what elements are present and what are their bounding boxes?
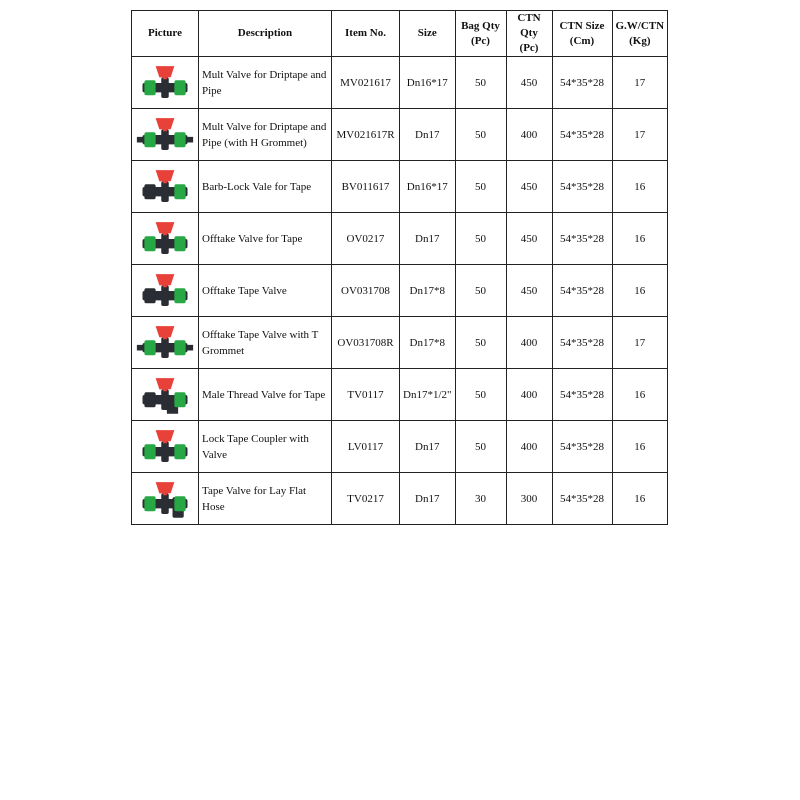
cell-picture (132, 473, 199, 525)
lock-tape-coupler-valve-icon (135, 424, 195, 470)
cell-item-no: MV021617 (332, 57, 400, 109)
cell-item-no: MV021617R (332, 109, 400, 161)
header-description: Description (199, 11, 332, 57)
cell-description: Lock Tape Coupler with Valve (199, 421, 332, 473)
cell-gross-weight: 16 (612, 265, 668, 317)
cell-picture (132, 265, 199, 317)
cell-description: Mult Valve for Driptape and Pipe (199, 57, 332, 109)
cell-size: Dn17*8 (400, 317, 456, 369)
cell-item-no: BV011617 (332, 161, 400, 213)
cell-item-no: TV0117 (332, 369, 400, 421)
cell-bag-qty: 50 (455, 421, 506, 473)
cell-bag-qty: 50 (455, 161, 506, 213)
cell-gross-weight: 16 (612, 473, 668, 525)
cell-bag-qty: 30 (455, 473, 506, 525)
cell-picture (132, 57, 199, 109)
cell-description: Offtake Valve for Tape (199, 213, 332, 265)
cell-item-no: TV0217 (332, 473, 400, 525)
cell-gross-weight: 16 (612, 421, 668, 473)
cell-ctn-size: 54*35*28 (552, 57, 612, 109)
cell-item-no: OV0217 (332, 213, 400, 265)
offtake-valve-icon (135, 216, 195, 262)
cell-size: Dn17 (400, 213, 456, 265)
cell-description: Tape Valve for Lay Flat Hose (199, 473, 332, 525)
product-spec-table (131, 10, 668, 525)
cell-ctn-qty: 400 (506, 317, 552, 369)
header-ctn-size (552, 11, 612, 57)
cell-size: Dn17*8 (400, 265, 456, 317)
cell-ctn-size: 54*35*28 (552, 213, 612, 265)
mult-valve-grommet-icon (135, 112, 195, 158)
header-bag-qty (455, 11, 506, 57)
table-row (132, 317, 668, 369)
cell-ctn-qty: 400 (506, 369, 552, 421)
cell-ctn-size: 54*35*28 (552, 265, 612, 317)
cell-size: Dn17 (400, 109, 456, 161)
cell-size: Dn16*17 (400, 161, 456, 213)
lay-flat-hose-valve-icon (135, 476, 195, 522)
header-ctn-qty (506, 11, 552, 57)
table-row (132, 473, 668, 525)
cell-item-no: OV031708 (332, 265, 400, 317)
cell-ctn-size: 54*35*28 (552, 473, 612, 525)
cell-size: Dn17 (400, 473, 456, 525)
mult-valve-icon (135, 60, 195, 106)
cell-size: Dn17 (400, 421, 456, 473)
cell-description: Barb-Lock Vale for Tape (199, 161, 332, 213)
header-gw-line2: (Kg) (629, 34, 651, 47)
cell-bag-qty: 50 (455, 109, 506, 161)
cell-bag-qty: 50 (455, 369, 506, 421)
cell-picture (132, 421, 199, 473)
cell-ctn-qty: 450 (506, 265, 552, 317)
header-size: Size (400, 11, 456, 57)
cell-size: Dn16*17 (400, 57, 456, 109)
male-thread-valve-icon (135, 372, 195, 418)
table-header-row (132, 11, 668, 57)
cell-description: Male Thread Valve for Tape (199, 369, 332, 421)
cell-bag-qty: 50 (455, 265, 506, 317)
cell-bag-qty: 50 (455, 213, 506, 265)
cell-gross-weight: 17 (612, 109, 668, 161)
header-ctn-qty-line2: (Pc) (519, 42, 539, 54)
header-bag-qty-line1: Bag Qty (461, 19, 500, 32)
cell-gross-weight: 17 (612, 57, 668, 109)
header-gw-line1: G.W/CTN (615, 19, 665, 32)
offtake-tape-valve-t-grommet-icon (135, 320, 195, 366)
cell-description: Offtake Tape Valve (199, 265, 332, 317)
cell-description: Offtake Tape Valve with T Grommet (199, 317, 332, 369)
header-ctn-size-line1: CTN Size (559, 19, 605, 32)
cell-picture (132, 161, 199, 213)
cell-bag-qty: 50 (455, 317, 506, 369)
barb-lock-valve-icon (135, 164, 195, 210)
table-row (132, 57, 668, 109)
cell-gross-weight: 16 (612, 369, 668, 421)
cell-ctn-qty: 400 (506, 109, 552, 161)
table-row (132, 161, 668, 213)
offtake-tape-valve-icon (135, 268, 195, 314)
header-ctn-size-line2: (Cm) (569, 34, 595, 47)
cell-gross-weight: 16 (612, 161, 668, 213)
header-gross-weight (612, 11, 668, 57)
cell-ctn-qty: 450 (506, 161, 552, 213)
cell-bag-qty: 50 (455, 57, 506, 109)
cell-ctn-qty: 300 (506, 473, 552, 525)
cell-ctn-size: 54*35*28 (552, 421, 612, 473)
cell-description: Mult Valve for Driptape and Pipe (with H Grommet) (199, 109, 332, 161)
table-row (132, 369, 668, 421)
table-row (132, 421, 668, 473)
cell-item-no: OV031708R (332, 317, 400, 369)
cell-ctn-size: 54*35*28 (552, 317, 612, 369)
table-row (132, 109, 668, 161)
cell-ctn-qty: 450 (506, 57, 552, 109)
cell-ctn-qty: 400 (506, 421, 552, 473)
cell-ctn-size: 54*35*28 (552, 369, 612, 421)
cell-ctn-qty: 450 (506, 213, 552, 265)
cell-item-no: LV0117 (332, 421, 400, 473)
header-bag-qty-line2: (Pc) (471, 34, 490, 47)
cell-picture (132, 369, 199, 421)
table-row (132, 213, 668, 265)
header-ctn-qty-line1: CTN Qty (517, 12, 541, 39)
cell-picture (132, 109, 199, 161)
header-picture: Picture (132, 11, 199, 57)
cell-gross-weight: 17 (612, 317, 668, 369)
cell-ctn-size: 54*35*28 (552, 109, 612, 161)
header-item-no: Item No. (332, 11, 400, 57)
cell-size: Dn17*1/2" (400, 369, 456, 421)
cell-picture (132, 317, 199, 369)
cell-ctn-size: 54*35*28 (552, 161, 612, 213)
cell-picture (132, 213, 199, 265)
cell-gross-weight: 16 (612, 213, 668, 265)
table-row (132, 265, 668, 317)
